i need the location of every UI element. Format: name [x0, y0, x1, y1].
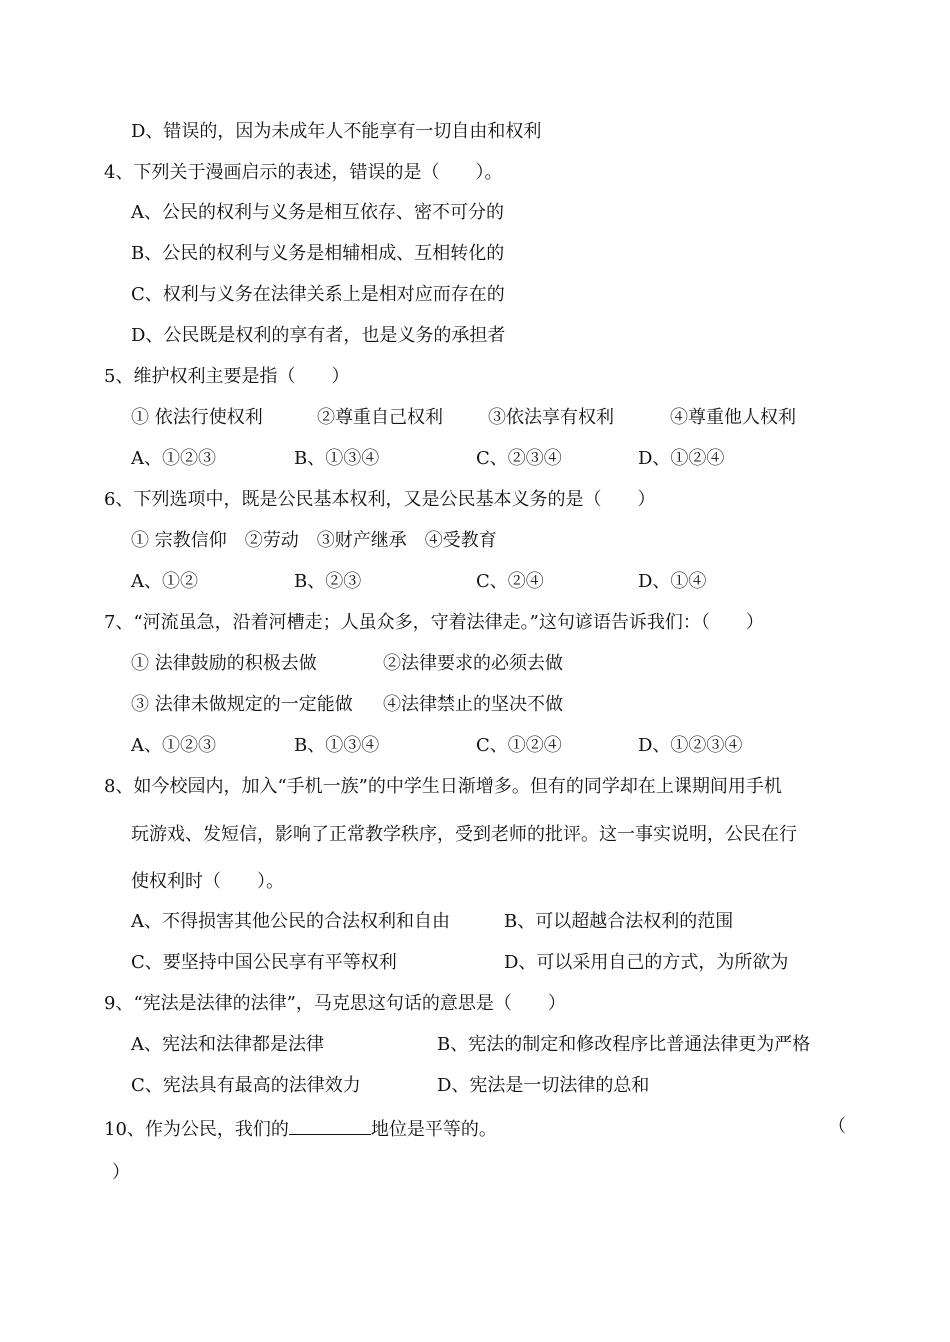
q10-paren-close: ） [112, 1162, 130, 1183]
q7-item-2: ②法律要求的必须去做 [383, 653, 563, 674]
q8-option-b: B、可以超越合法权利的范围 [504, 911, 734, 932]
q7-stem: 7、“河流虽急，沿着河槽走；人虽众多，守着法律走。”这句谚语告诉我们：（ ） [104, 612, 764, 633]
q5-option-c: C、②③④ [476, 448, 562, 469]
q6-stem: 6、下列选项中，既是公民基本权利，又是公民基本义务的是（ ） [104, 489, 656, 510]
q4-option-c: C、权利与义务在法律关系上是相对应而存在的 [131, 284, 505, 305]
q9-stem: 9、“宪法是法律的法律”，马克思这句话的意思是（ ） [104, 993, 566, 1014]
q7-option-d: D、①②③④ [638, 735, 743, 756]
q6-option-c: C、②④ [476, 571, 544, 592]
q3-option-d: D、错误的，因为未成年人不能享有一切自由和权利 [131, 121, 542, 142]
q8-stem-line-3: 使权利时（ ）。 [131, 871, 284, 892]
q7-item-1: ① 法律鼓励的积极去做 [131, 653, 317, 674]
q10-stem-after: 地位是平等的。 [370, 1119, 497, 1140]
q7-option-a: A、①②③ [131, 735, 216, 756]
q5-option-b: B、①③④ [294, 448, 380, 469]
q5-item-4: ④尊重他人权利 [670, 407, 796, 428]
q9-option-b: B、宪法的制定和修改程序比普通法律更为严格 [437, 1034, 811, 1055]
q7-option-c: C、①②④ [476, 735, 562, 756]
q5-option-d: D、①②④ [638, 448, 725, 469]
q6-items: ① 宗教信仰 ②劳动 ③财产继承 ④受教育 [131, 530, 497, 551]
q9-option-c: C、宪法具有最高的法律效力 [131, 1075, 361, 1096]
q5-item-1: ① 依法行使权利 [131, 407, 263, 428]
q5-stem: 5、维护权利主要是指（ ） [104, 366, 350, 387]
q4-option-b: B、公民的权利与义务是相辅相成、互相转化的 [131, 243, 505, 264]
q7-item-3: ③ 法律未做规定的一定能做 [131, 694, 353, 715]
q5-item-2: ②尊重自己权利 [317, 407, 443, 428]
q8-stem-line-1: 8、如今校园内，加入“手机一族”的中学生日渐增多。但有的同学却在上课期间用手机 [104, 776, 782, 797]
q7-item-4: ④法律禁止的坚决不做 [383, 694, 563, 715]
q10-paren-open: （ [828, 1116, 846, 1137]
q6-option-b: B、②③ [294, 571, 362, 592]
q5-option-a: A、①②③ [131, 448, 216, 469]
q6-option-d: D、①④ [638, 571, 707, 592]
q10-stem-before: 10、作为公民，我们的 [104, 1119, 289, 1140]
q6-option-a: A、①② [131, 571, 198, 592]
q4-option-a: A、公民的权利与义务是相互依存、密不可分的 [131, 202, 504, 223]
q8-option-d: D、可以采用自己的方式，为所欲为 [504, 952, 789, 973]
q10-answer-blank [289, 1114, 371, 1135]
q8-stem-line-2: 玩游戏、发短信，影响了正常教学秩序，受到老师的批评。这一事实说明，公民在行 [131, 824, 797, 845]
q8-option-c: C、要坚持中国公民享有平等权利 [131, 952, 397, 973]
q4-option-d: D、公民既是权利的享有者，也是义务的承担者 [131, 325, 506, 346]
q8-option-a: A、不得损害其他公民的合法权利和自由 [131, 911, 450, 932]
q10-stem [104, 1114, 497, 1140]
q7-option-b: B、①③④ [294, 735, 380, 756]
q9-option-a: A、宪法和法律都是法律 [131, 1034, 324, 1055]
q9-option-d: D、宪法是一切法律的总和 [437, 1075, 650, 1096]
q4-stem: 4、下列关于漫画启示的表述，错误的是（ ）。 [104, 162, 503, 183]
q5-item-3: ③依法享有权利 [488, 407, 614, 428]
